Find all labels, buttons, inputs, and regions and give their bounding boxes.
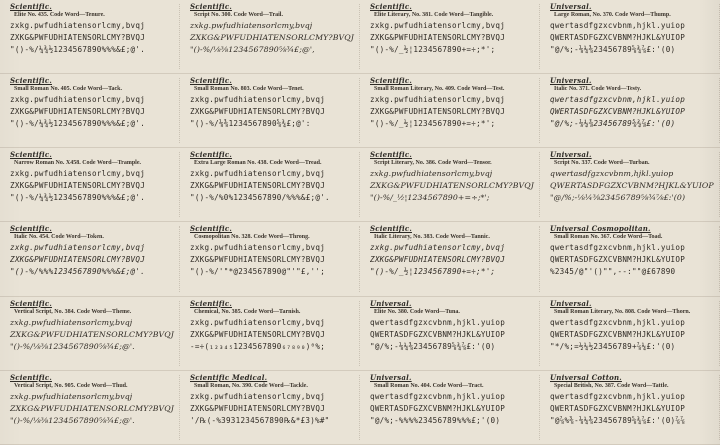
specimen-sample-line: qwertasdfgzxcvbnm,hjkl.yuiop	[550, 391, 686, 401]
specimen-sample-line: ZXKG&PWFUDHIATENSORLCMY?BVQJ	[10, 107, 146, 117]
specimen-header: Script No. 300. Code Word—Trail.	[194, 12, 283, 18]
specimen-sample-line: QWERTASDFGZXCVBNM?HJKL&YUIOP	[550, 329, 686, 339]
specimen-sample-line: "()-%/_½¦1234567890+=÷;*';	[370, 119, 496, 129]
specimen-sample-line: ZXKG&PWFUDHIATENSORLCMY?BVQJ	[10, 255, 146, 265]
specimen-sample-line: "()-%/⅛⅜1234567890⅝¾£;@':	[190, 119, 311, 129]
specimen-category: Scientific.	[370, 2, 412, 11]
specimen-sample-line: QWERTASDFGZXCVBNM?HJKL&YUIOP	[550, 33, 686, 42]
specimen-category: Scientific.	[190, 298, 232, 308]
specimen-sample-line: "()-%/⅛⅜1234567890⅝¾£;@',	[190, 45, 315, 54]
specimen-card	[360, 371, 540, 445]
specimen-header: Small Roman No. 803. Code Word—Tenet.	[194, 86, 304, 93]
specimen-category: Scientific.	[190, 2, 232, 11]
specimen-category: Universal.	[550, 150, 592, 160]
specimen-header: Elite No. 435. Code Word—Tenure.	[14, 12, 105, 18]
specimen-card	[0, 148, 180, 222]
specimen-sample-line: "()-%/⅛⅜1234567890⅝¾£;@'.	[10, 415, 135, 425]
specimen-card	[180, 371, 360, 445]
specimen-sample-line: qwertasdfgzxcvbnm,hjkl.yuiop	[550, 317, 686, 327]
specimen-sample-line: -=÷(₁₂₃₄₅1234567890₆₇₈₉₀)⁰%;	[190, 341, 326, 351]
specimen-sample-line: "()-%/_½¦1234567890+=÷;*';	[370, 193, 490, 203]
specimen-sample-line: QWERTASDFGZXCVBNM?HJKL&YUIOP	[550, 255, 686, 265]
specimen-header: Vertical Script, No. 905. Code Word—Thud.	[14, 382, 128, 389]
specimen-sample-line: "()-%/⅛⅜1234567890⅝¾£;@'.	[10, 341, 135, 351]
specimen-sample-line: zxkg.pwfudhiatensorlcmy,bvqj	[10, 95, 146, 105]
specimen-header: Elite No. 380. Code Word—Tuna.	[374, 308, 460, 315]
specimen-card	[360, 297, 540, 371]
specimen-sample-line: "@⅞%⅜-⅛¼⅜23456789⅝¾⅞£:'(0)⅞⅞	[550, 415, 686, 425]
specimen-sample-line: zxkg.pwfudhiatensorlcmy,bvqj	[10, 317, 133, 327]
specimen-header: Script No. 337. Code Word—Turban.	[554, 160, 650, 167]
specimen-sample-line: qwertasdfgzxcvbnm,hjkl.yuiop	[370, 391, 506, 401]
specimen-header: Small Roman No. 367. Code Word—Toad.	[554, 234, 663, 241]
specimen-sample-line: "()-%/_½¦1234567890+=÷;*';	[370, 45, 496, 54]
specimen-header: Small Roman No. 404. Code Word—Tract.	[374, 382, 484, 389]
specimen-sample-line: zxkg.pwfudhiatensorlcmy,bvqj	[190, 243, 326, 253]
specimen-sample-line: zxkg.pwfudhiatensorlcmy,bvqj	[190, 95, 326, 105]
specimen-category: Universal.	[550, 76, 592, 86]
specimen-header: Script Literary, No. 386. Code Word—Tensor.	[374, 160, 492, 167]
specimen-sample-line: zxkg.pwfudhiatensorlcmy,bvqj	[190, 169, 326, 179]
specimen-category: Scientific.	[10, 76, 52, 86]
specimen-sample-line: "()-%/¼¾½1234567890%%%&£;@'.	[10, 193, 146, 203]
specimen-sample-line: ZXKG&PWFUDHIATENSORLCMY?BVQJ	[190, 107, 326, 117]
specimen-sample-line: "()-%/%0%1234567890/%%%&£;@'.	[190, 193, 330, 203]
specimen-header: Italic No. 454. Code Word—Token.	[14, 234, 104, 241]
specimen-sample-line: QWERTASDFGZXCVBNM?HJKL&YUIOP	[550, 107, 686, 117]
specimen-card	[360, 148, 540, 222]
specimen-card	[0, 222, 180, 296]
specimen-header: Chemical, No. 385. Code Word—Tarnish.	[194, 308, 301, 315]
specimen-sample-line: ZXKG&PWFUDHIATENSORLCMY?BVQJ	[190, 181, 326, 191]
specimen-card	[0, 297, 180, 371]
specimen-sample-line: zxkg.pwfudhiatensorlcmy,bvqj	[370, 21, 506, 30]
specimen-sample-line: ZXKG&PWFUDHIATENSORLCMY?BVQJ	[370, 255, 506, 265]
specimen-sample-line: '/℞(-%3931234567890℞&*£3)%#"	[190, 415, 330, 425]
specimen-category: Universal.	[550, 298, 592, 308]
specimen-sample-line: ZXKG&PWFUDHIATENSORLCMY?BVQJ	[190, 255, 326, 265]
specimen-sample-line: "()-%/_½¦1234567890+=÷;*';	[370, 267, 496, 277]
specimen-sample-line: ZXKG&PWFUDHIATENSORLCMY?BVQJ	[10, 403, 174, 413]
specimen-sample-line: "()-%/'"*@234567890@"'"£,'';	[190, 267, 326, 277]
specimen-category: Universal Cotton.	[550, 372, 622, 382]
specimen-sample-line: zxkg.pwfudhiatensorlcmy,bvqj	[10, 391, 133, 401]
specimen-header: Small Roman, No. 390. Code Word—Tackle.	[194, 382, 308, 389]
specimen-sample-line: zxkg.pwfudhiatensorlcmy,bvqj	[190, 391, 326, 401]
specimen-sample-line: QWERTASDFGZXCVBNM?HJKL&YUIOP	[370, 403, 506, 413]
specimen-category: Scientific Medical.	[190, 372, 268, 382]
specimen-sample-line: zxkg.pwfudhiatensorlcmy,bvqj	[190, 317, 326, 327]
specimen-sample-line: QWERTASDFGZXCVBNM?HJKL&YUIOP	[550, 403, 686, 413]
specimen-category: Scientific.	[190, 76, 232, 86]
specimen-card	[180, 74, 360, 148]
specimen-card	[540, 0, 720, 74]
specimen-sample-line: "@/%;-%%%%23456789%%%£;'(0)	[370, 415, 501, 425]
specimen-sample-line: qwertasdfgzxcvbnm,hjkl.yuiop	[550, 95, 686, 105]
specimen-header: Small Roman No. 405. Code Word—Tack.	[14, 86, 123, 93]
specimen-sample-line: qwertasdfgzxcvbnm,hjkl.yuiop	[550, 169, 674, 179]
specimen-header: Narrow Roman No. X458. Code Word—Trample.	[14, 160, 141, 167]
specimen-card	[180, 148, 360, 222]
specimen-sample-line: "@/%;-⅛¼⅜23456789⅝¾⅞£:'(0)	[550, 119, 676, 129]
specimen-category: Scientific.	[10, 2, 52, 11]
specimen-header: Elite Literary, No. 381. Code Word—Tangible.	[374, 12, 494, 18]
specimen-card	[0, 74, 180, 148]
specimen-sample-line: "*/%;=½¼½23456789+⅞¼£:'(0)	[550, 341, 676, 351]
specimen-header: Large Roman, No. 370. Code Word—Thump.	[554, 12, 671, 18]
specimen-category: Scientific.	[10, 372, 52, 382]
specimen-card	[540, 371, 720, 445]
specimen-header: Special British, No. 387. Code Word—Tattle.	[554, 382, 669, 389]
specimen-card	[540, 74, 720, 148]
specimen-header: Vertical Script, No. 384. Code Word—Theme.	[14, 308, 132, 315]
specimen-sample-line: "@/%;-⅛¼⅜23456789⅝¾⅞£:'(0)	[550, 45, 676, 54]
specimen-card	[180, 297, 360, 371]
specimen-card	[360, 222, 540, 296]
specimen-header: Cosmopolitan No. 328. Code Word—Throng.	[194, 234, 310, 241]
specimen-header: Small Roman Literary, No. 808. Code Word—Thorn.	[554, 308, 691, 315]
specimen-category: Scientific.	[370, 150, 412, 160]
specimen-category: Scientific.	[370, 224, 412, 234]
specimen-header: Italic Literary, No. 383. Code Word—Tannic.	[374, 234, 490, 241]
specimen-card	[360, 0, 540, 74]
specimen-sample-line: zxkg.pwfudhiatensorlcmy,bvqj	[10, 21, 146, 30]
specimen-sample-line: zxkg.pwfudhiatensorlcmy,bvqj	[370, 243, 506, 253]
specimen-sample-line: %2345/@"'()"",--:""@£67890	[550, 267, 676, 277]
specimen-sample-line: "@/%;-⅛¼⅜23456789⅝¾⅞£:'(0)	[370, 341, 496, 351]
specimen-header: Small Roman Literary, No. 409. Code Word—Test.	[374, 86, 505, 93]
specimen-category: Universal.	[370, 298, 412, 308]
specimen-card	[540, 297, 720, 371]
specimen-sample-line: qwertasdfgzxcvbnm,hjkl.yuiop	[550, 243, 686, 253]
specimen-sample-line: "()-%/¼¾½1234567890%%%&£;@'.	[10, 119, 146, 129]
specimen-card	[0, 371, 180, 445]
specimen-card	[180, 0, 360, 74]
specimen-card	[540, 222, 720, 296]
specimen-sample-line: ZXKG&PWFUDHIATENSORLCMY?BVQJ	[370, 107, 506, 117]
specimen-sample-line: zxkg.pwfudhiatensorlcmy,bvqj	[370, 95, 506, 105]
specimen-category: Scientific.	[10, 150, 52, 160]
specimen-card	[180, 222, 360, 296]
specimen-category: Scientific.	[190, 150, 232, 160]
specimen-category: Universal Cosmopolitan.	[550, 224, 651, 234]
specimen-header: Italic No. 371. Code Word—Testy.	[554, 86, 642, 93]
specimen-header: Extra Large Roman No. 438. Code Word—Tread.	[194, 160, 322, 167]
specimen-sample-line: ZXKG&PWFUDHIATENSORLCMY?BVQJ	[190, 329, 326, 339]
specimen-sample-line: ZXKG&PWFUDHIATENSORLCMY?BVQJ	[190, 403, 326, 413]
specimen-sample-line: ZXKG&PWFUDHIATENSORLCMY?BVQJ	[190, 33, 354, 42]
specimen-category: Universal.	[550, 2, 592, 11]
specimen-card	[540, 148, 720, 222]
specimen-sample-line: ZXKG&PWFUDHIATENSORLCMY?BVQJ	[10, 33, 146, 42]
specimen-sample-line: QWERTASDFGZXCVBNM?HJKL&YUIOP	[550, 181, 714, 191]
specimen-category: Scientific.	[370, 76, 412, 86]
specimen-sample-line: ZXKG&PWFUDHIATENSORLCMY?BVQJ	[10, 329, 174, 339]
specimen-category: Scientific.	[190, 224, 232, 234]
specimen-card	[360, 74, 540, 148]
specimen-sample-line: ZXKG&PWFUDHIATENSORLCMY?BVQJ	[370, 181, 534, 191]
specimen-sample-line: zxkg.pwfudhiatensorlcmy,bvqj	[10, 169, 146, 179]
specimen-category: Scientific.	[10, 298, 52, 308]
specimen-sample-line: "@/%;-⅛¼⅜23456789⅝¾⅞£:'(0)	[550, 193, 686, 203]
specimen-sample-line: "()-%/%%%1234567890%%%&£;@'.	[10, 267, 146, 277]
specimen-sample-line: "()-%/¼¾½1234567890%%%&£;@'.	[10, 45, 146, 54]
specimen-sample-line: zxkg.pwfudhiatensorlcmy,bvqj	[190, 21, 313, 30]
specimen-sample-line: ZXKG&PWFUDHIATENSORLCMY?BVQJ	[370, 33, 506, 42]
specimen-sample-line: qwertasdfgzxcvbnm,hjkl.yuiop	[550, 21, 686, 30]
specimen-sample-line: ZXKG&PWFUDHIATENSORLCMY?BVQJ	[10, 181, 146, 191]
specimen-category: Universal.	[370, 372, 412, 382]
specimen-sample-line: zxkg.pwfudhiatensorlcmy,bvqj	[10, 243, 146, 253]
specimen-sample-line: zxkg.pwfudhiatensorlcmy,bvqj	[370, 169, 493, 179]
specimen-card	[0, 0, 180, 74]
specimen-category: Scientific.	[10, 224, 52, 234]
specimen-sample-line: qwertasdfgzxcvbnm,hjkl.yuiop	[370, 317, 506, 327]
specimen-sample-line: QWERTASDFGZXCVBNM?HJKL&YUIOP	[370, 329, 506, 339]
